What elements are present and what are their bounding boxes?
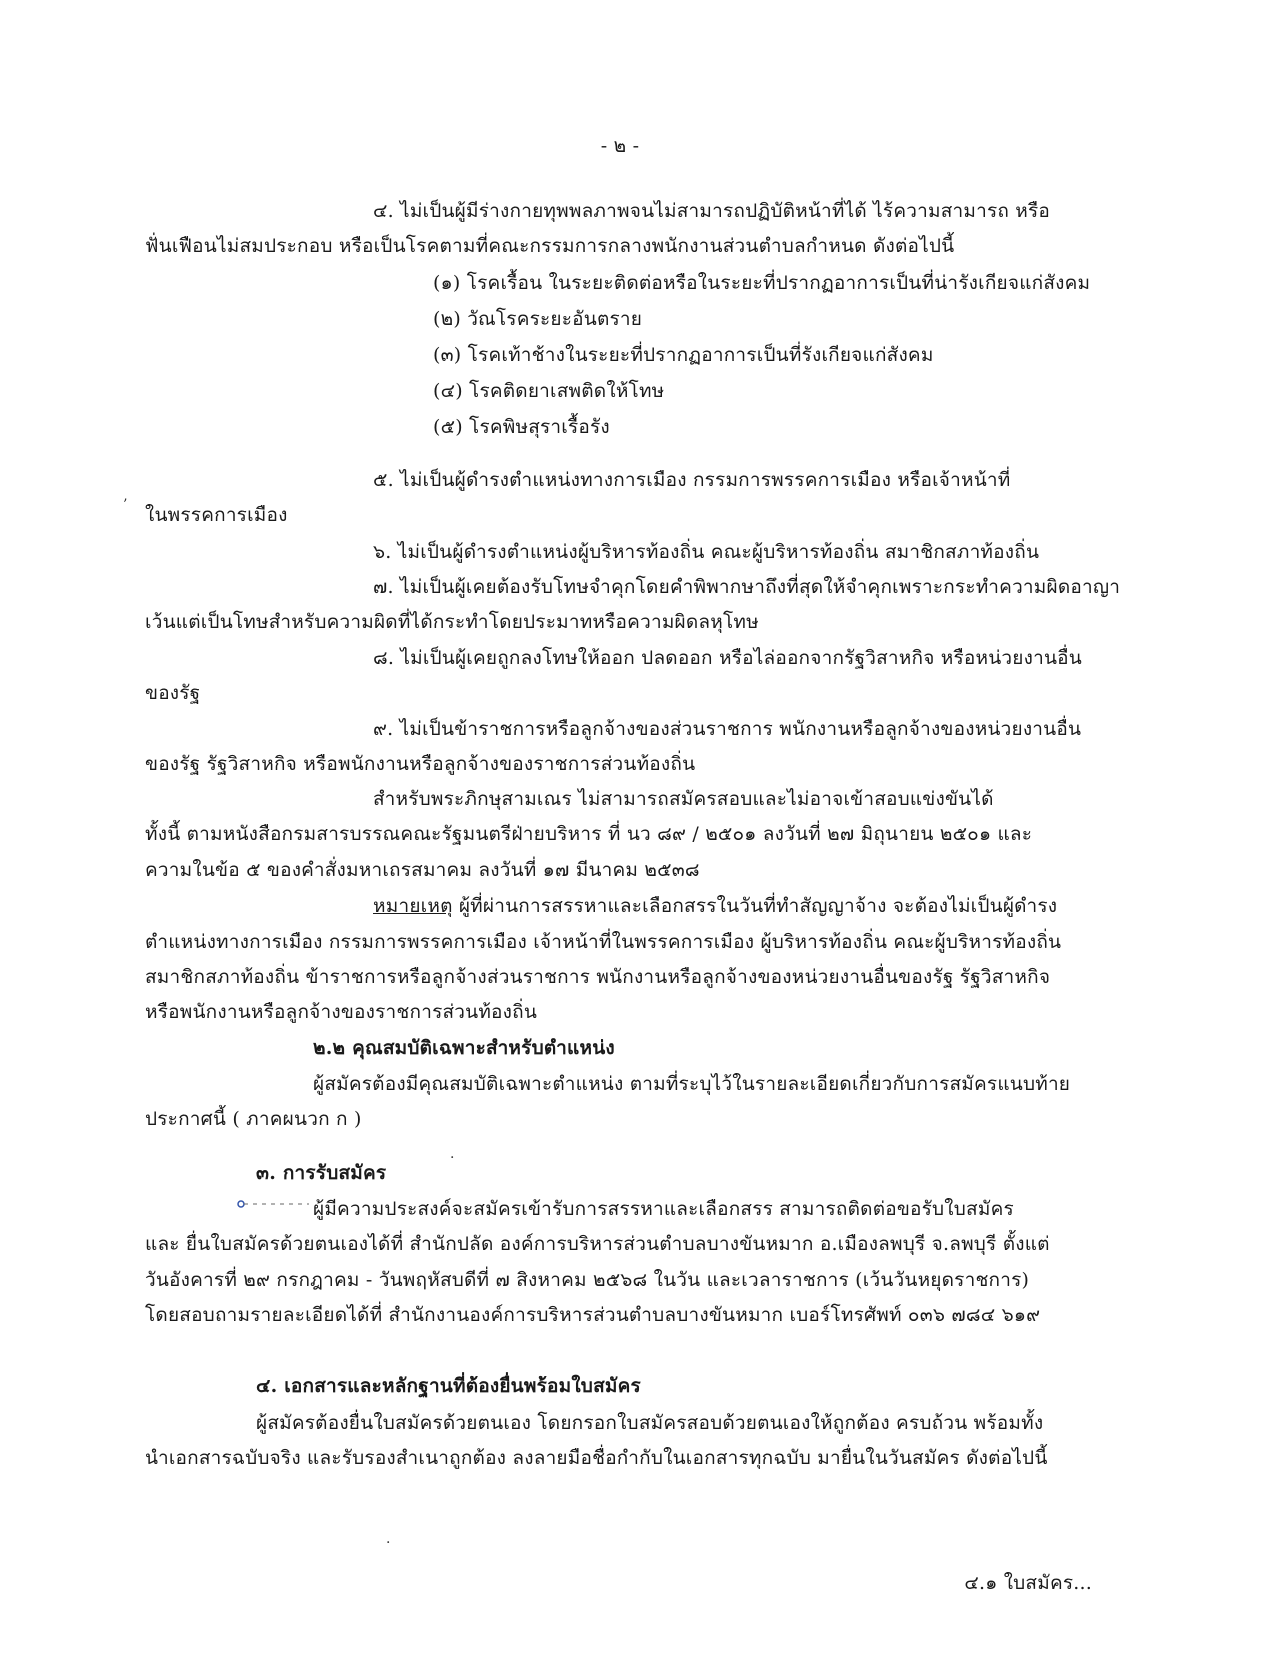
- body-line: ผู้สมัครต้องมีคุณสมบัติเฉพาะตำแหน่ง ตามที่ระบุไว้ในรายละเอียดเกี่ยวกับการสมัครแนบท้าย: [313, 1073, 1071, 1095]
- disease-item-3: (๓) โรคเท้าช้างในระยะที่ปรากฏอาการเป็นที่รังเกียจแก่สังคม: [433, 344, 934, 366]
- scan-speck-icon: ’: [123, 497, 128, 513]
- body-line: ๕. ไม่เป็นผู้ดำรงตำแหน่งทางการเมือง กรรมการพรรคการเมือง หรือเจ้าหน้าที่: [373, 469, 1011, 491]
- section-heading-3: ๓. การรับสมัคร: [256, 1162, 387, 1184]
- note-line: หรือพนักงานหรือลูกจ้างของราชการส่วนท้องถิ่น: [145, 1001, 538, 1023]
- note-first-line: [373, 893, 1057, 919]
- body-line: ผู้สมัครต้องยื่นใบสมัครด้วยตนเอง โดยกรอกใบสมัครสอบด้วยตนเองให้ถูกต้อง ครบถ้วน พร้อมทั้ง: [256, 1412, 1044, 1434]
- body-line: และ ยื่นใบสมัครด้วยตนเองได้ที่ สำนักปลัด องค์การบริหารส่วนตำบลบางขันหมาก อ.เมืองลพบุรี จ.ลพบุรี ตั้งแต่: [145, 1233, 1050, 1255]
- body-line: ๖. ไม่เป็นผู้ดำรงตำแหน่งผู้บริหารท้องถิ่น คณะผู้บริหารท้องถิ่น สมาชิกสภาท้องถิ่น: [373, 541, 1040, 563]
- disease-item-4: (๔) โรคติดยาเสพติดให้โทษ: [433, 380, 665, 402]
- body-line: ๘. ไม่เป็นผู้เคยถูกลงโทษให้ออก ปลดออก หรือไล่ออกจากรัฐวิสาหกิจ หรือหน่วยงานอื่น: [373, 647, 1082, 669]
- body-line: ผู้มีความประสงค์จะสมัครเข้ารับการสรรหาและเลือกสรร สามารถติดต่อขอรับใบสมัคร: [313, 1198, 1014, 1220]
- scan-speck-icon: ·: [386, 1535, 391, 1551]
- body-line: ของรัฐ รัฐวิสาหกิจ หรือพนักงานหรือลูกจ้างของราชการส่วนท้องถิ่น: [145, 753, 696, 775]
- body-line: ความในข้อ ๕ ของคำสั่งมหาเถรสมาคม ลงวันที่ ๑๗ มีนาคม ๒๕๓๘: [145, 859, 700, 881]
- note-line: สมาชิกสภาท้องถิ่น ข้าราชการหรือลูกจ้างส่วนราชการ พนักงานหรือลูกจ้างของหน่วยงานอื่นของรัฐ รัฐวิสาหกิจ: [145, 966, 1051, 988]
- disease-item-5: (๕) โรคพิษสุราเรื้อรัง: [433, 416, 610, 438]
- section-heading-2-2: ๒.๒ คุณสมบัติเฉพาะสำหรับตำแหน่ง: [313, 1037, 615, 1059]
- body-line: วันอังคารที่ ๒๙ กรกฎาคม - วันพฤหัสบดีที่ ๗ สิงหาคม ๒๕๖๘ ในวัน และเวลาราชการ (เว้นวันหยุดราชการ): [145, 1269, 1030, 1291]
- body-line: ๙. ไม่เป็นข้าราชการหรือลูกจ้างของส่วนราชการ พนักงานหรือลูกจ้างของหน่วยงานอื่น: [373, 718, 1082, 740]
- body-line: เว้นแต่เป็นโทษสำหรับความผิดที่ได้กระทำโดยประมาทหรือความผิดลหุโทษ: [145, 611, 759, 633]
- scan-mark-icon: [225, 1196, 315, 1212]
- body-line: ทั้งนี้ ตามหนังสือกรมสารบรรณคณะรัฐมนตรีฝ่ายบริหาร ที่ นว ๘๙ / ๒๕๐๑ ลงวันที่ ๒๗ มิถุนายน ๒๕๐๑ และ: [145, 823, 1033, 845]
- body-line: ๔. ไม่เป็นผู้มีร่างกายทุพพลภาพจนไม่สามารถปฏิบัติหน้าที่ได้ ไร้ความสามารถ หรือ: [373, 200, 1051, 222]
- body-line: สำหรับพระภิกษุสามเณร ไม่สามารถสมัครสอบและไม่อาจเข้าสอบแข่งขันได้: [373, 788, 994, 810]
- scan-speck-icon: ·: [450, 1150, 455, 1166]
- body-line: ๗. ไม่เป็นผู้เคยต้องรับโทษจำคุกโดยคำพิพากษาถึงที่สุดให้จำคุกเพราะกระทำความผิดอาญา: [373, 576, 1121, 598]
- body-line: นำเอกสารฉบับจริง และรับรองสำเนาถูกต้อง ลงลายมือชื่อกำกับในเอกสารทุกฉบับ มายื่นในวันสมัคร ดังต่อไปนี้: [145, 1447, 1048, 1469]
- disease-item-2: (๒) วัณโรคระยะอันตราย: [433, 308, 643, 330]
- body-line: ในพรรคการเมือง: [145, 504, 288, 526]
- disease-item-1: (๑) โรคเรื้อน ในระยะติดต่อหรือในระยะที่ปรากฏอาการเป็นที่น่ารังเกียจแก่สังคม: [433, 272, 1091, 294]
- section-heading-4: ๔. เอกสารและหลักฐานที่ต้องยื่นพร้อมใบสมัคร: [256, 1375, 641, 1397]
- body-line: โดยสอบถามรายละเอียดได้ที่ สำนักงานองค์การบริหารส่วนตำบลบางขันหมาก เบอร์โทรศัพท์ ๐๓๖ ๗๘๔ ๖๑๙: [145, 1304, 1041, 1326]
- body-line: ประกาศนี้ ( ภาคผนวก ก ): [145, 1108, 362, 1130]
- note-line: ตำแหน่งทางการเมือง กรรมการพรรคการเมือง เจ้าหน้าที่ในพรรคการเมือง ผู้บริหารท้องถิ่น คณะผู้บริหารท้องถิ่น: [145, 931, 1062, 953]
- note-label: หมายเหตุ: [373, 895, 453, 917]
- page-footer-continuation: ๔.๑ ใบสมัคร...: [964, 1572, 1092, 1594]
- note-text: ผู้ที่ผ่านการสรรหาและเลือกสรรในวันที่ทำสัญญาจ้าง จะต้องไม่เป็นผู้ดำรง: [452, 895, 1058, 917]
- body-line: ของรัฐ: [145, 682, 201, 704]
- body-line: ฟั่นเฟือนไม่สมประกอบ หรือเป็นโรคตามที่คณะกรรมการกลางพนักงานส่วนตำบลกำหนด ดังต่อไปนี้: [145, 235, 955, 257]
- page-number: - ๒ -: [600, 135, 640, 157]
